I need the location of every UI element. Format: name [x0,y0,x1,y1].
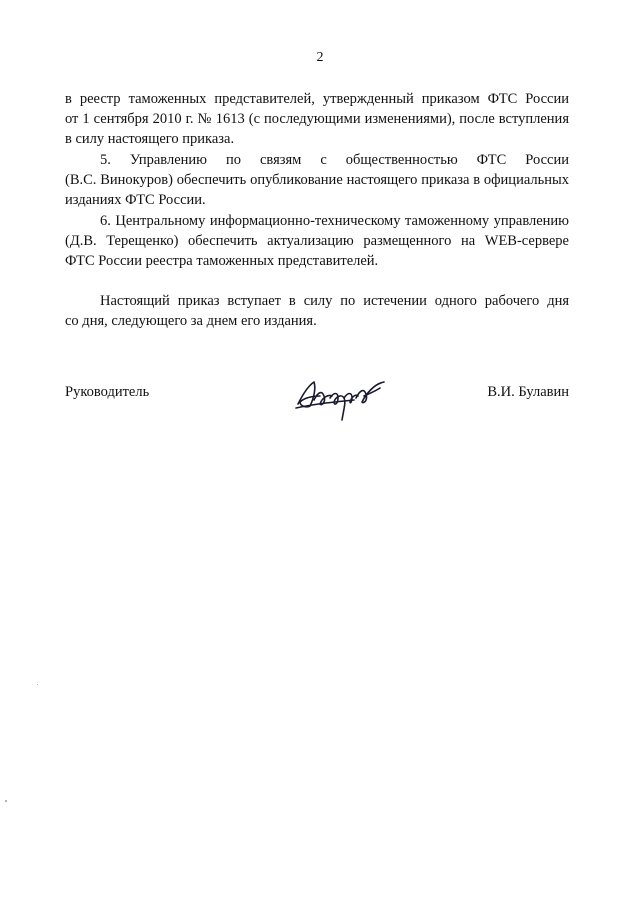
scan-speck [5,800,7,802]
paragraph-6-line-2: (Д.В. Терещенко) обеспечить актуализацию размещенного на WEB-сервере [65,233,569,249]
page-number: 2 [316,50,324,65]
paragraph-6-line-3: ФТС России реестра таможенных представителей. [65,253,379,269]
scan-speck [37,684,38,685]
handwritten-signature [294,374,390,428]
paragraph-5-line-3: изданиях ФТС России. [65,192,206,208]
effective-date-line-1: Настоящий приказ вступает в силу по истечении одного рабочего дня [100,293,569,309]
paragraph-4-line-3: в силу настоящего приказа. [65,131,235,147]
effective-date-line-2: со дня, следующего за днем его издания. [65,313,317,329]
paragraph-5-line-1: 5. Управлению по связям с общественностью ФТС России [100,152,569,168]
paragraph-5-line-2: (В.С. Винокуров) обеспечить опубликование настоящего приказа в официальных [65,172,569,188]
signer-name: В.И. Булавин [487,384,569,400]
paragraph-4-line-1: в реестр таможенных представителей, утвержденный приказом ФТС России [65,91,569,107]
paragraph-6-line-1: 6. Центральному информационно-техническому таможенному управлению [100,213,569,229]
signature-block [65,384,569,424]
paragraph-4-line-2: от 1 сентября 2010 г. № 1613 (с последующими изменениями), после вступления [65,111,569,127]
signer-position: Руководитель [65,384,150,400]
